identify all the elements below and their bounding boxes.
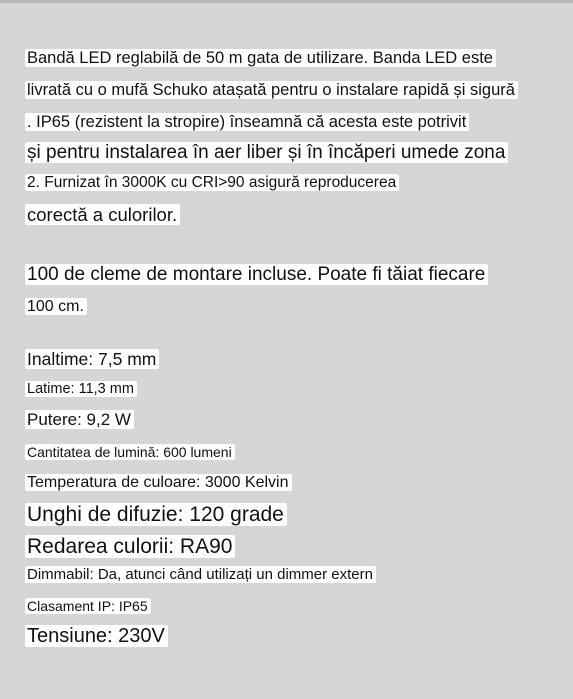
description-line: Bandă LED reglabilă de 50 m gata de utilizare. Banda LED este	[25, 49, 496, 69]
spec-color-rendering: Redarea culorii: RA90	[25, 534, 235, 559]
description-line: livrată cu o mufă Schuko atașată pentru o instalare rapidă și sigură	[25, 81, 518, 101]
description-line: corectă a culorilor.	[25, 204, 180, 226]
clips-line: 100 cm.	[25, 297, 87, 316]
spec-voltage: Tensiune: 230V	[25, 624, 168, 648]
spec-color-temperature: Temperatura de culoare: 3000 Kelvin	[25, 473, 292, 492]
description-line: . IP65 (rezistent la stropire) înseamnă că acesta este potrivit	[25, 113, 469, 133]
spec-width: Latime: 11,3 mm	[25, 381, 137, 398]
spec-dimmable: Dimmabil: Da, atunci când utilizați un dimmer extern	[25, 566, 376, 584]
spec-power: Putere: 9,2 W	[25, 410, 134, 430]
clips-line: 100 de cleme de montare incluse. Poate fi tăiat fiecare	[25, 264, 488, 287]
spec-ip-rating: Clasament IP: IP65	[25, 598, 151, 615]
top-border	[0, 0, 573, 3]
spec-beam-angle: Unghi de difuzie: 120 grade	[25, 502, 287, 527]
description-line: 2. Furnizat în 3000K cu CRI>90 asigură reproducerea	[25, 174, 399, 193]
spec-height: Inaltime: 7,5 mm	[25, 349, 159, 370]
spec-luminous-flux: Cantitatea de lumină: 600 lumeni	[25, 444, 235, 461]
description-line: și pentru instalarea în aer liber și în încăperi umede zona	[25, 142, 508, 165]
